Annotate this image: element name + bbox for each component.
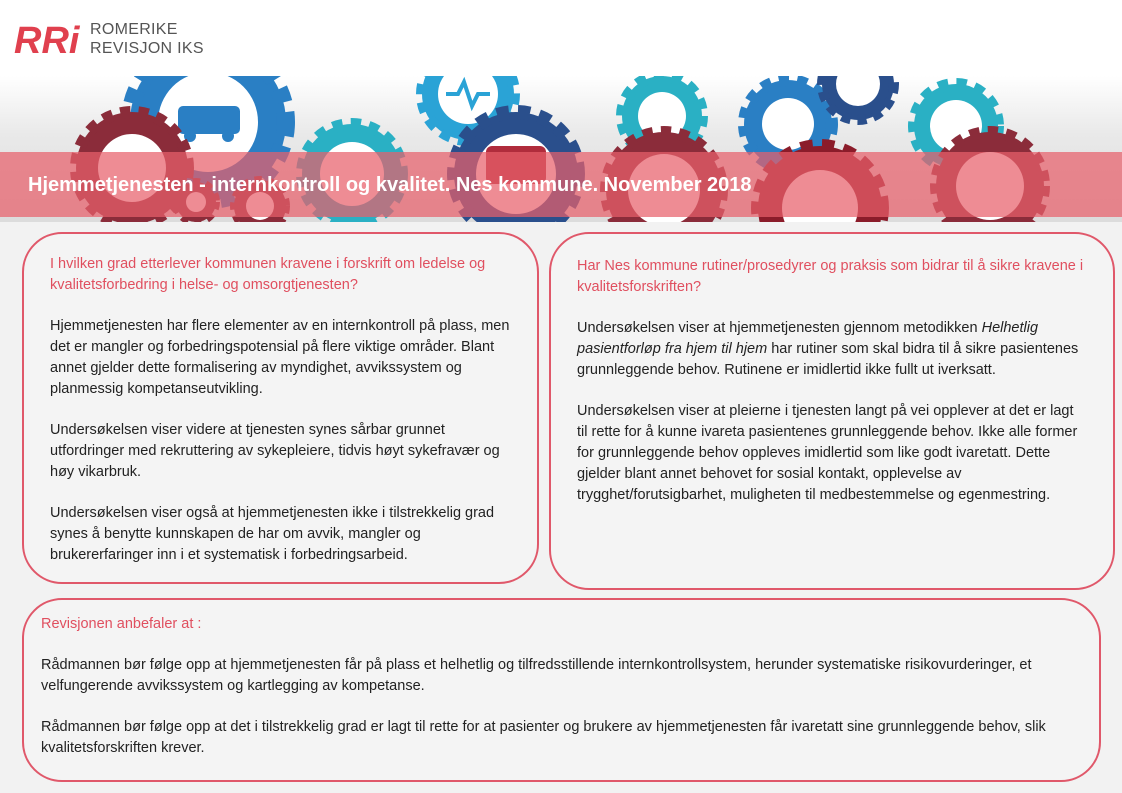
recommendation-item: Rådmannen bør følge opp at det i tilstrekkelig grad er lagt til rette for at pasienter og brukere av hjemmetjenesten får ivaretatt sine grunnleggende behov, slik kvalitetsforskriften krever. <box>41 719 1046 756</box>
svg-text:RRi: RRi <box>14 22 80 58</box>
box-paragraph: Hjemmetjenesten har flere elementer av en internkontroll på plass, men det er mangler og forbedringspotensial på flere viktige områder. Blant annet gjelder dette formalisering av myndighet, avvikssystem og planmessig kompetanseutvikling. <box>50 318 510 397</box>
box-paragraph: Undersøkelsen viser også at hjemmetjenesten ikke i tilstrekkelig grad synes å benytte kunnskapen de har om avvik, mangler og brukererfaringer inn i et systematisk i forbedringsarbeid. <box>50 505 495 563</box>
page-title: Hjemmetjenesten - internkontroll og kvalitet. Nes kommune. November 2018 <box>28 174 752 196</box>
header-bar <box>0 0 1122 76</box>
box-paragraph: Undersøkelsen viser at pleierne i tjenesten langt på vei opplever at det er lagt til rette for å kunne ivareta pasientenes grunnleggende behov. Ikke alle former for grunnleggende behov oppleves imidlertid som like godt ivaretatt. Dette gjelder blant annet behovet for sosial kontakt, opplevelse av trygghet/forutsigbarhet, muligheten til medbestemmelse og egenmestring. <box>577 403 1078 503</box>
org-name-line1: ROMERIKE <box>90 21 178 38</box>
recommendation-item: Rådmannen bør følge opp at hjemmetjenesten får på plass et helhetlig og tilfredsstillende internkontrollsystem, herunder systematiske risikovurderinger, et velfungerende avvikssystem og kartlegging av kompetanse. <box>41 657 1032 694</box>
box-paragraph <box>577 318 1087 381</box>
org-name-line2: REVISJON IKS <box>90 40 204 57</box>
box-paragraph: Undersøkelsen viser videre at tjenesten synes sårbar grunnet utfordringer med rekruttering av sykepleiere, tidvis høyt sykefravær og høy vikarbruk. <box>50 422 500 480</box>
gear-syringe-icon <box>822 76 894 120</box>
question-box-routines <box>549 232 1115 590</box>
box-question: I hvilken grad etterlever kommunen kravene i forskrift om ledelse og kvalitetsforbedring i helse- og omsorgtjenesten? <box>50 256 486 293</box>
romerike-logo-icon <box>14 22 84 58</box>
box-question: Har Nes kommune rutiner/prosedyrer og praksis som bidrar til å sikre kravene i kvalitetsforskriften? <box>577 258 1084 295</box>
paragraph-text: har rutiner som skal bidra til å sikre pasientenes grunnleggende behov. Rutinene er imidlertid ikke fullt ut iverksatt. <box>577 341 1079 378</box>
question-box-compliance <box>22 232 539 584</box>
method-name: Helhetlig pasientforløp fra hjem til hjem <box>577 320 1039 357</box>
organization-name <box>90 20 204 58</box>
recommendations-heading: Revisjonen anbefaler at : <box>41 616 202 632</box>
recommendations-box <box>22 598 1101 782</box>
paragraph-text: Undersøkelsen viser at hjemmetjenesten gjennom metodikken <box>577 320 982 336</box>
